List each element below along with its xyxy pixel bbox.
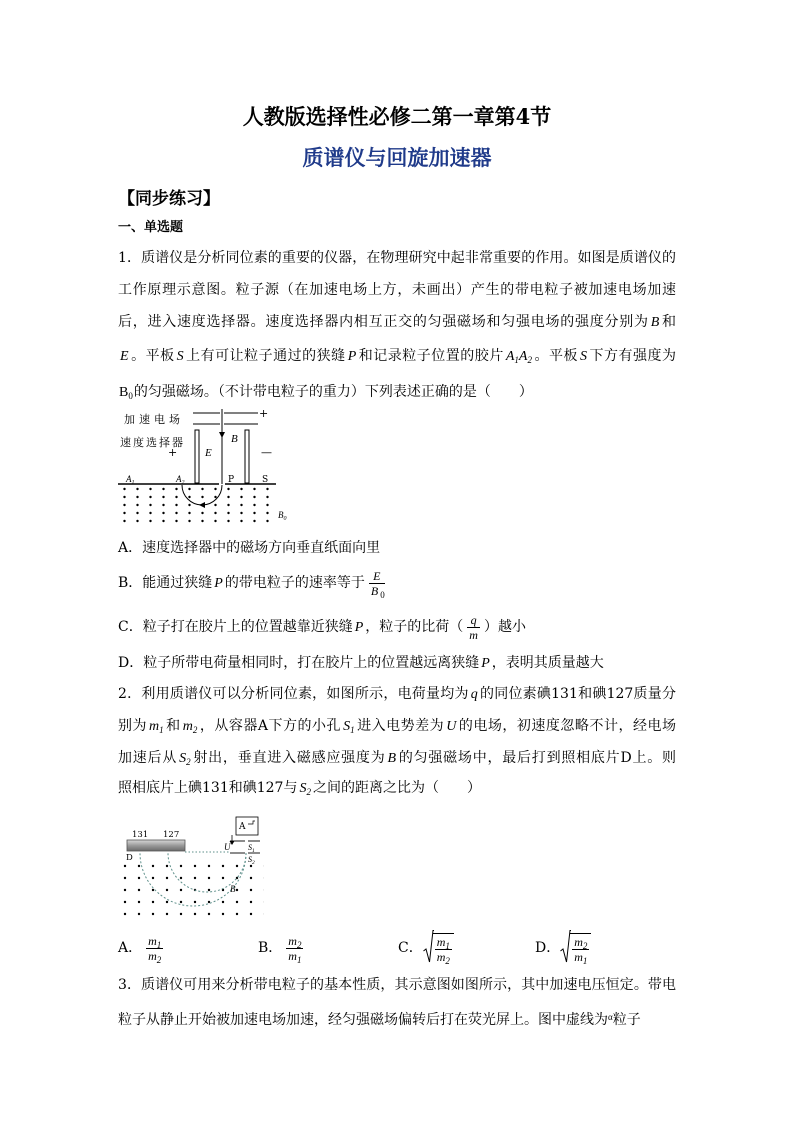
label-subscript: 1 (131, 480, 135, 486)
variable-E: E (120, 349, 129, 364)
variable-letter: m (574, 934, 583, 949)
variable-P: P (354, 620, 364, 635)
label-S: S (262, 475, 269, 485)
subscript: 1 (296, 954, 302, 965)
subscript: 2 (296, 939, 302, 950)
q1-option-B (118, 568, 389, 599)
variable-U: U (446, 719, 457, 734)
option-text: ）越小 (483, 619, 526, 635)
text-segment: 后，进入速度选择器。速度选择器内相互正交的匀强磁场和匀强电场的强度分别为 (118, 314, 649, 330)
isotope-spectrometer-figure (118, 812, 268, 920)
text-segment: 的电场，初速度忽略不计，经电场 (458, 718, 677, 734)
subscript: 2 (306, 787, 311, 797)
q2-line-2 (118, 716, 676, 737)
photographic-plate-D (127, 840, 185, 851)
radical-sign-icon (560, 930, 571, 964)
option-label: A． (118, 940, 143, 956)
fraction-numerator (286, 934, 303, 949)
arrow-down-icon (219, 432, 225, 438)
text-segment: 粒子 (612, 1012, 641, 1028)
q2-option-C (398, 930, 456, 966)
label-B0 (278, 510, 287, 522)
subscript: 2 (192, 725, 198, 735)
subscript: 2 (156, 954, 162, 965)
variable-letter: S (299, 781, 307, 796)
variable-B: B (387, 751, 397, 766)
part-heading: 一、单选题 (118, 220, 184, 235)
selector-plate-left (195, 430, 199, 483)
text-segment: 粒子从静止开始被加速电场加速，经匀强磁场偏转后打在荧光屏上。图中虚线为 (118, 1012, 608, 1028)
text-segment: 。平板 (533, 348, 578, 364)
label-letter: B (278, 510, 284, 520)
label-127: 127 (163, 830, 180, 840)
q1-line-2: 工作原理示意图。粒子源（在加速电场上方，未画出）产生的带电粒子被加速电场加速 (118, 282, 676, 298)
text-segment: 进入电势差为 (356, 718, 445, 734)
label-subscript: 0 (283, 516, 287, 522)
text-segment: 2．利用质谱仪可以分析同位素，如图所示，电荷量均为 (118, 686, 469, 702)
fraction-q-over-m (465, 613, 482, 642)
variable-S: S (579, 349, 587, 364)
label-letter: S (248, 855, 252, 864)
subscript: 2 (186, 757, 191, 767)
variable-m2 (183, 719, 198, 734)
plus-sign: + (168, 446, 178, 459)
q2-option-A (118, 930, 167, 966)
text-segment: 。平板 (130, 348, 175, 364)
q1-line-4 (118, 346, 676, 367)
subscript: 2 (527, 355, 532, 365)
label-P: P (228, 475, 235, 485)
label-B: B (231, 433, 238, 445)
square-root (560, 930, 593, 966)
label-letter: A (126, 474, 132, 484)
radical-sign-icon (423, 930, 434, 964)
label-131: 131 (132, 830, 149, 840)
label-U: U (224, 842, 231, 852)
q1-line-5 (118, 382, 676, 403)
q1-option-A: A．速度选择器中的磁场方向垂直纸面向里 (118, 540, 381, 556)
text-segment: 下方有强度为 (588, 348, 677, 364)
page-title: 人教版选择性必修二第一章第4节 (242, 104, 552, 129)
plus-sign: + (259, 407, 269, 420)
q1-option-C (118, 612, 526, 643)
accel-field-label: 加速电场 (124, 413, 184, 426)
variable-P: P (481, 656, 490, 671)
subscript: 1 (514, 355, 519, 365)
q2-line-3 (118, 748, 676, 769)
subscript: 1 (350, 725, 355, 735)
text-segment: 的匀强磁场中，最后打到照相底片D上。则 (398, 750, 677, 766)
label-A: A (239, 822, 246, 832)
square-root (423, 930, 456, 966)
label-letter: S (248, 843, 252, 852)
q1-line-1: 1．质谱仪是分析同位素的重要的仪器，在物理研究中起非常重要的作用。如图是质谱仪的 (118, 250, 676, 266)
variable-letter: m (148, 933, 157, 948)
variable-letter: m (149, 719, 160, 734)
label-subscript: 2 (181, 480, 185, 486)
text-segment: 上有可让粒子通过的狭缝 (185, 348, 346, 364)
fraction-denominator (435, 950, 452, 964)
text-segment: 加速后从 (118, 750, 178, 766)
subscript: 0 (128, 391, 133, 401)
fraction-m1-over-m2 (144, 934, 165, 963)
q1-line-3 (118, 312, 676, 333)
option-text: ，表明其质量越大 (491, 655, 604, 671)
fraction-E-over-B0 (367, 569, 387, 598)
fraction-denominator (286, 949, 303, 963)
variable-B: B (650, 315, 660, 330)
subscript: 1 (156, 939, 162, 950)
q3-line-1: 3．质谱仪可用来分析带电粒子的基本性质，其示意图如图所示，其中加速电压恒定。带电 (118, 977, 676, 993)
fraction-numerator: E (369, 569, 385, 584)
variable-P: P (214, 576, 223, 591)
fraction-denominator: m (469, 627, 478, 642)
variable-letter: m (148, 948, 157, 963)
subscript: 0 (380, 589, 385, 600)
fraction-m1-over-m2 (433, 933, 454, 964)
variable-letter: m (288, 933, 297, 948)
option-text: 的带电粒子的速率等于 (224, 575, 365, 591)
variable-q: q (470, 687, 478, 702)
option-label: C． (398, 940, 423, 956)
fraction-numerator (146, 934, 163, 949)
text-segment: 照相底片上碘131和碘127与 (118, 780, 298, 796)
variable-letter: A (518, 349, 528, 364)
label-D: D (126, 853, 133, 863)
label-B: B (230, 884, 236, 894)
variable-P: P (347, 349, 357, 364)
magnetic-field-dots (122, 487, 278, 527)
section-heading: 【同步练习】 (118, 189, 220, 209)
variable-letter: m (436, 949, 446, 964)
label-subscript: 1 (252, 848, 255, 854)
variable-B0 (119, 385, 133, 400)
variable-letter: A (505, 349, 515, 364)
option-text: C．粒子打在胶片上的位置越靠近狭缝 (118, 619, 353, 635)
fraction-denominator (367, 584, 387, 598)
option-text: B．能通过狭缝 (118, 575, 213, 591)
variable-S: S (176, 349, 184, 364)
velocity-selector-label: 速度选择器 (120, 436, 185, 449)
mass-spectrometer-figure (118, 405, 298, 530)
variable-letter: m (436, 934, 446, 949)
label-S1 (248, 843, 255, 854)
option-label: B． (258, 940, 283, 956)
q2-line-1 (118, 684, 676, 705)
label-letter: A (176, 474, 182, 484)
text-segment: 和 (661, 314, 677, 330)
option-label: D． (535, 940, 561, 956)
subscript: 2 (582, 940, 588, 951)
variable-letter: S (179, 751, 187, 766)
text-segment: 别为 (118, 718, 148, 734)
variable-S2 (179, 751, 191, 766)
option-text: ，粒子的比荷（ (365, 619, 464, 635)
q2-line-4 (118, 778, 676, 799)
text-segment: 的同位素碘131和碘127质量分 (479, 686, 676, 702)
subscript: 1 (582, 955, 588, 966)
text-segment: 射出，垂直进入磁感应强度为 (192, 750, 386, 766)
text-segment: 和记录粒子位置的胶片 (358, 348, 504, 364)
text-segment: ，从容器A下方的小孔 (199, 718, 342, 734)
variable-alpha: α (608, 1012, 613, 1022)
q2-option-D (535, 930, 593, 966)
fraction-denominator (572, 950, 589, 964)
selector-plate-right (245, 430, 249, 483)
variable-S1 (343, 719, 355, 734)
variable-A1 (506, 349, 532, 364)
page-subtitle: 质谱仪与回旋加速器 (302, 145, 492, 170)
variable-letter: m (288, 948, 297, 963)
q3-line-2 (118, 1007, 676, 1030)
subscript: 1 (445, 940, 450, 951)
q2-option-B (258, 930, 307, 966)
variable-letter: m (182, 719, 193, 734)
label-E: E (205, 447, 212, 459)
variable-S2 (299, 781, 311, 796)
text-segment: 的匀强磁场。（不计带电粒子的重力）下列表述正确的是（ ） (133, 384, 533, 400)
subscript: 1 (159, 725, 164, 735)
text-segment: 和 (165, 718, 181, 734)
variable-letter: B (370, 583, 379, 598)
label-subscript: 2 (252, 860, 255, 866)
fraction-numerator (435, 935, 452, 950)
fraction-numerator (572, 935, 589, 950)
variable-m1 (149, 719, 164, 734)
text-segment: 之间的距离之比为（ ） (312, 780, 481, 796)
fraction-denominator (146, 949, 163, 963)
variable-letter: S (343, 719, 351, 734)
q1-option-D (118, 653, 604, 674)
magnetic-field-dots (122, 858, 264, 918)
fraction-m2-over-m1 (284, 934, 305, 963)
variable-letter: B (119, 385, 129, 400)
variable-letter: m (574, 949, 583, 964)
option-text: D．粒子所带电荷量相同时，打在胶片上的位置越远离狭缝 (118, 655, 480, 671)
fraction-m2-over-m1 (570, 933, 591, 964)
fraction-numerator: q (467, 613, 480, 628)
minus-sign: — (261, 446, 272, 459)
subscript: 2 (445, 955, 450, 966)
